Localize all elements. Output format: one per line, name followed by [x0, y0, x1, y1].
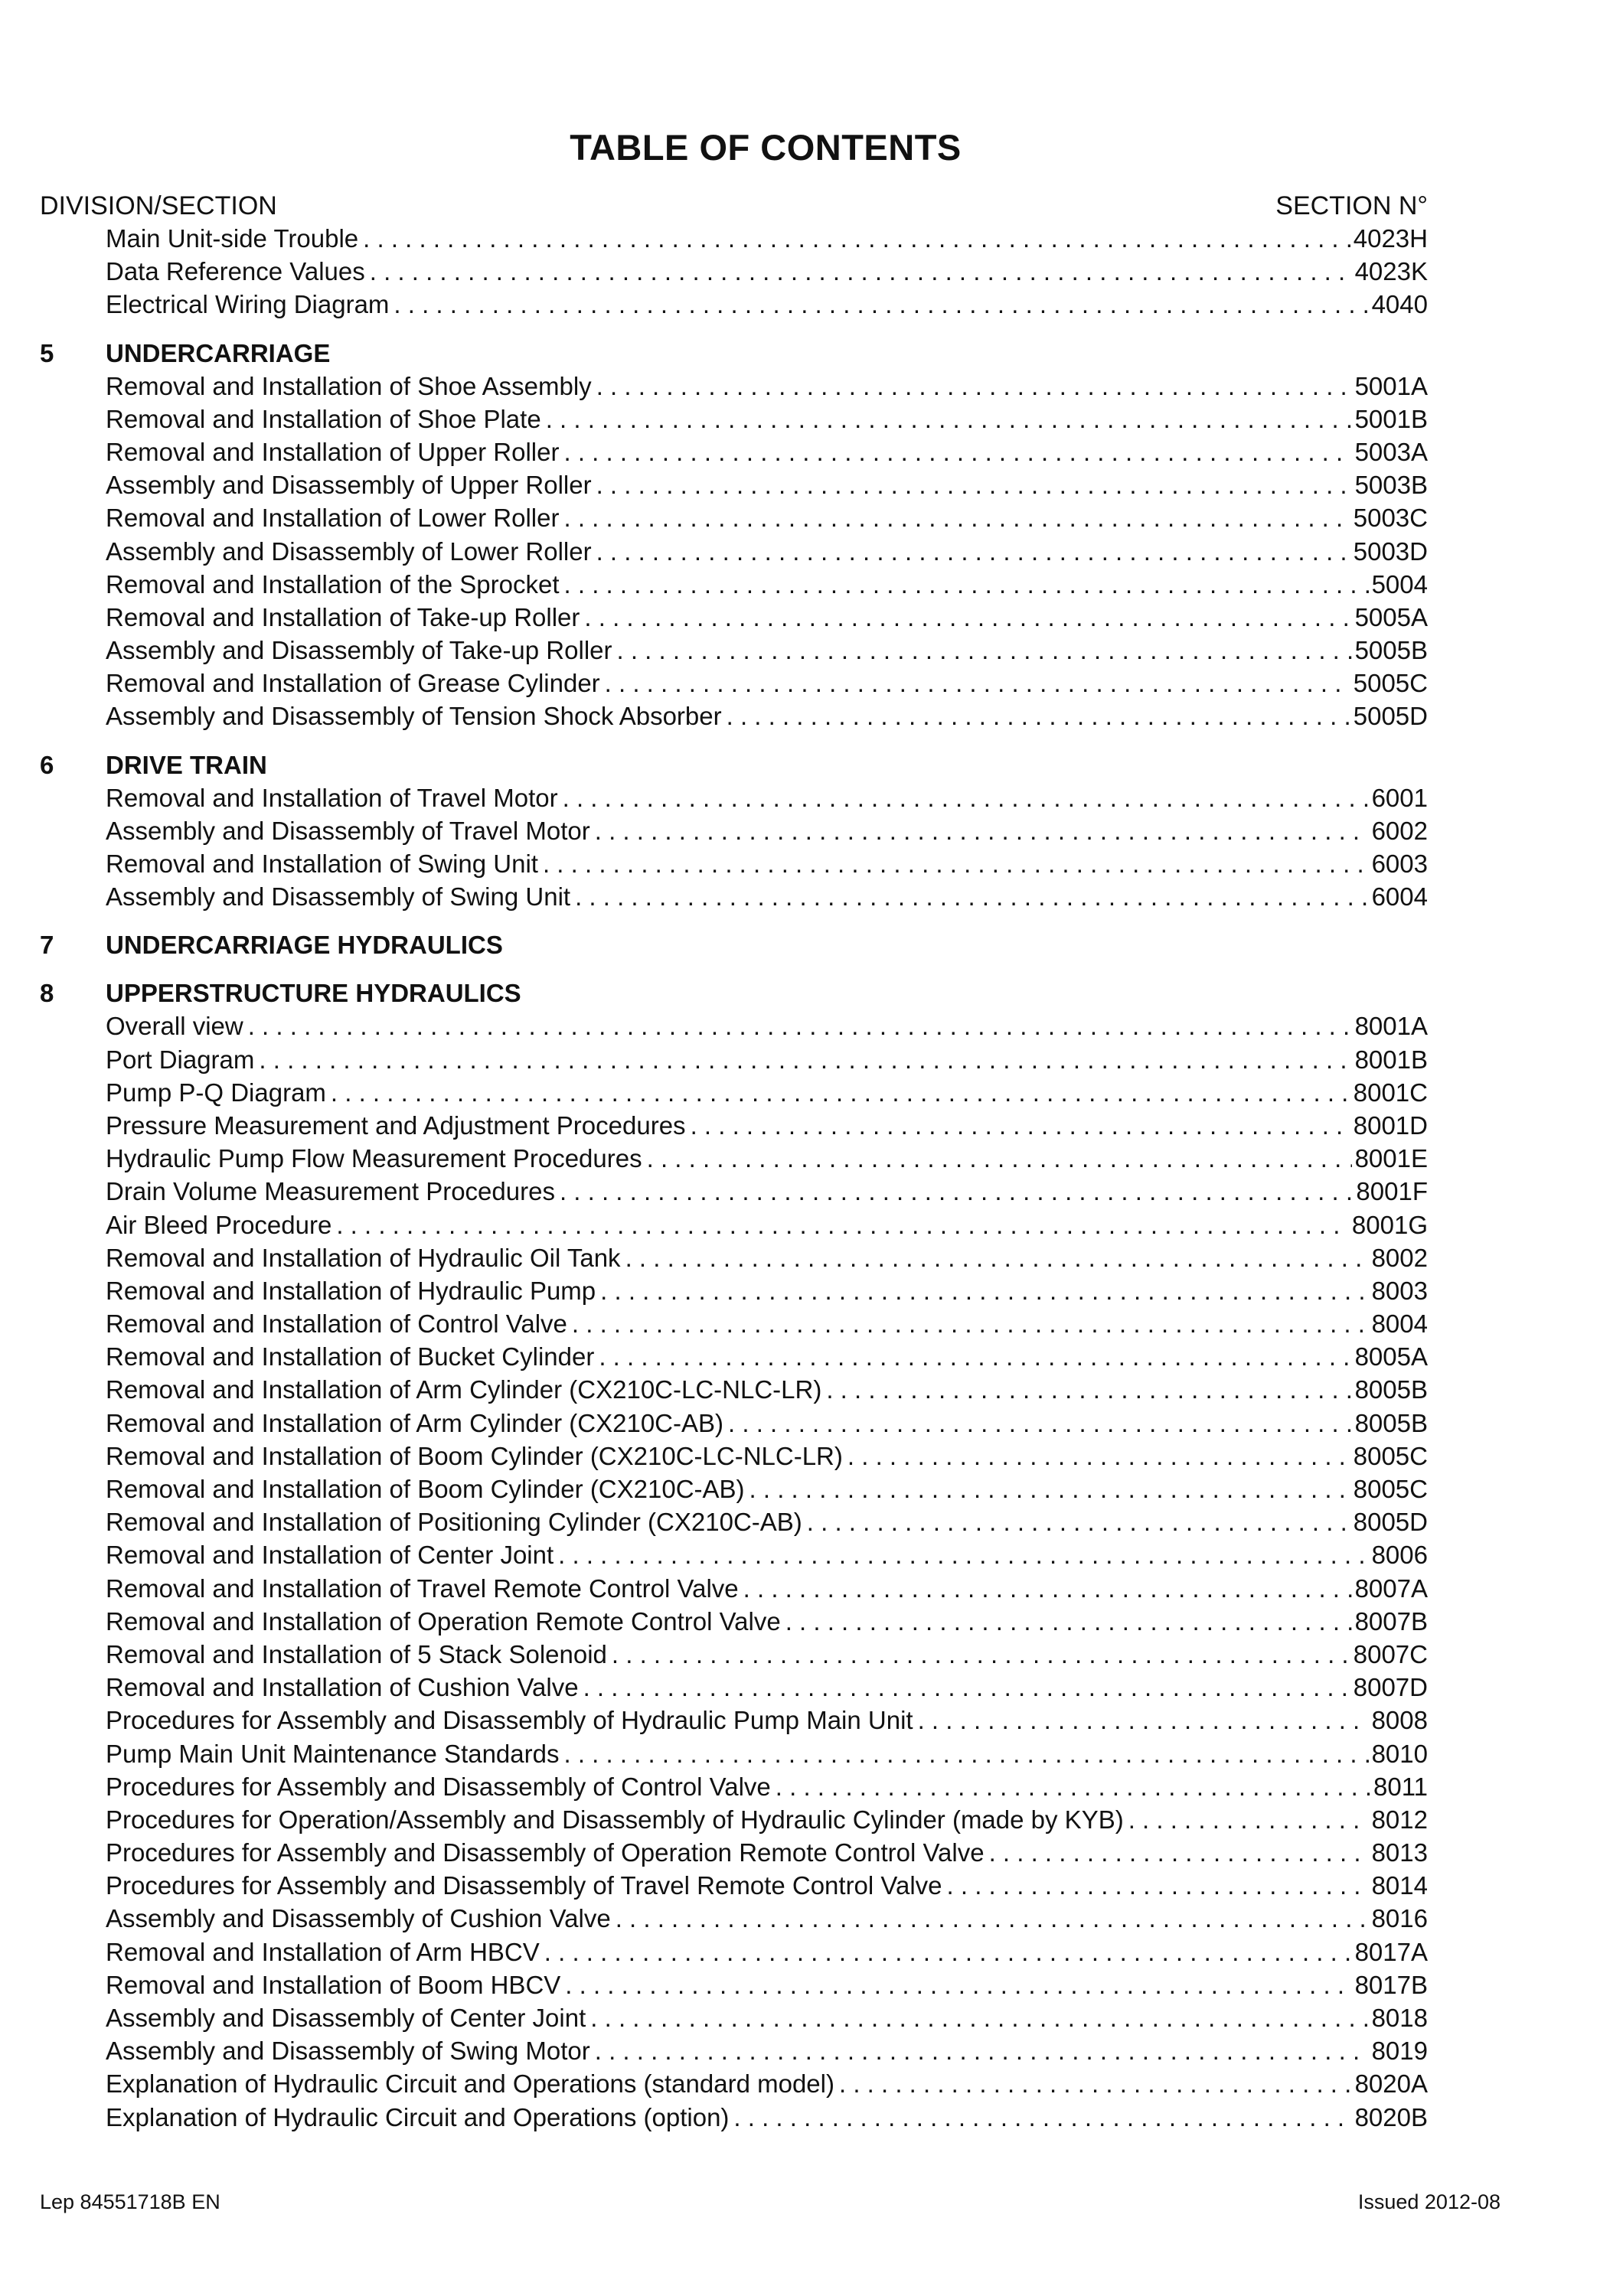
toc-entry-section-number: 8003 [1371, 1276, 1428, 1305]
dot-leader [590, 2034, 1369, 2067]
dot-leader [555, 1175, 1353, 1208]
toc-entry[interactable] [106, 1605, 1428, 1638]
dot-leader [579, 1671, 1350, 1704]
toc-entry[interactable] [106, 1076, 1428, 1109]
dot-leader [621, 1241, 1369, 1274]
issue-date: Issued 2012-08 [1357, 2190, 1501, 2213]
toc-entry-title: Air Bleed Procedure [106, 1210, 332, 1239]
toc-entry-section-number: 8013 [1371, 1838, 1428, 1867]
toc-entry-title: Procedures for Assembly and Disassembly of Travel Remote Control Valve [106, 1871, 942, 1900]
dot-leader [254, 1043, 1351, 1076]
toc-entry-section-number: 5003A [1354, 437, 1428, 466]
toc-entry-section-number: 8001G [1351, 1210, 1428, 1239]
toc-entry-section-number: 8006 [1371, 1541, 1428, 1570]
toc-entry-title: Assembly and Disassembly of Upper Roller [106, 471, 592, 500]
toc-entry[interactable] [106, 501, 1428, 534]
toc-entry[interactable] [106, 370, 1428, 403]
toc-entry-section-number: 6002 [1371, 816, 1428, 845]
dot-leader [592, 468, 1352, 501]
toc-entry[interactable] [106, 1538, 1428, 1571]
toc-entry-section-number: 6001 [1371, 783, 1428, 812]
toc-entry-section-number: 4023H [1353, 224, 1428, 253]
toc-entry[interactable] [106, 222, 1428, 255]
dot-leader [592, 535, 1350, 568]
dot-leader [913, 1704, 1369, 1737]
toc-entry-section-number: 8017A [1354, 1937, 1428, 1966]
dot-leader [560, 568, 1369, 601]
toc-entry-title: Data Reference Values [106, 257, 365, 286]
dot-leader [802, 1505, 1350, 1538]
toc-entry-section-number: 5004 [1371, 569, 1428, 598]
toc-entry[interactable] [106, 2067, 1428, 2100]
dot-leader [722, 700, 1350, 732]
toc-entry-section-number: 5005C [1353, 669, 1428, 698]
toc-entry-title: Port Diagram [106, 1045, 255, 1074]
toc-entry-section-number: 8005B [1354, 1375, 1428, 1404]
dot-leader [560, 1737, 1369, 1770]
toc-entry-section-number: 8005A [1354, 1342, 1428, 1371]
toc-entry-title: Removal and Installation of Center Joint [106, 1541, 554, 1570]
toc-entry-section-number: 4040 [1371, 290, 1428, 319]
toc-entry[interactable] [106, 288, 1428, 321]
toc-entry[interactable] [106, 255, 1428, 288]
toc-entry[interactable] [106, 1373, 1428, 1406]
toc-entry[interactable] [106, 781, 1428, 814]
toc-entry-section-number: 8005C [1353, 1441, 1428, 1470]
toc-entry-section-number: 6004 [1371, 882, 1428, 912]
toc-entry-section-number: 4023K [1354, 257, 1428, 286]
toc-entry-section-number: 8007D [1353, 1673, 1428, 1702]
toc-entry-title: Main Unit-side Trouble [106, 224, 359, 253]
dot-leader [781, 1605, 1352, 1638]
toc-entry[interactable] [106, 1274, 1428, 1307]
toc-entry-section-number: 8007A [1354, 1574, 1428, 1603]
toc-entry[interactable] [106, 1473, 1428, 1505]
toc-entry-title: Removal and Installation of Control Valve [106, 1309, 567, 1339]
dot-leader [331, 1208, 1349, 1241]
toc-entry-section-number: 8001E [1354, 1144, 1428, 1173]
toc-entry-section-number: 8016 [1371, 1904, 1428, 1933]
toc-entry-title: Pressure Measurement and Adjustment Procedures [106, 1110, 686, 1140]
dot-leader [554, 1538, 1368, 1571]
toc-entry-title: Assembly and Disassembly of Cushion Valve [106, 1904, 611, 1933]
toc-entry[interactable] [106, 468, 1428, 501]
toc-entry-title: Removal and Installation of Boom Cylinder (CX210C-AB) [106, 1475, 745, 1503]
toc-entry-section-number: 8010 [1371, 1739, 1428, 1768]
toc-entry[interactable] [106, 1671, 1428, 1704]
toc-entry-section-number: 8020B [1354, 2102, 1428, 2131]
toc-entry[interactable] [106, 1208, 1428, 1241]
toc-entry-section-number: 8002 [1371, 1243, 1428, 1272]
toc-entry-title: Removal and Installation of Boom HBCV [106, 1970, 561, 1999]
toc-entry-title: Pump P-Q Diagram [106, 1078, 326, 1107]
dot-leader [586, 2001, 1368, 2034]
dot-leader [1124, 1803, 1369, 1836]
toc-entry-title: Removal and Installation of Upper Roller [106, 437, 560, 466]
toc-entry-title: Explanation of Hydraulic Circuit and Operations (option) [106, 2102, 730, 2131]
toc-entry-section-number: 8018 [1371, 2004, 1428, 2032]
toc-entry[interactable] [106, 634, 1428, 667]
toc-entry[interactable] [106, 1043, 1428, 1076]
toc-entry-title: Assembly and Disassembly of Center Joint [106, 2004, 586, 2032]
toc-entry[interactable] [106, 1869, 1428, 1902]
toc-entry-title: Explanation of Hydraulic Circuit and Operations (standard model) [106, 2069, 834, 2099]
dot-leader [843, 1440, 1350, 1473]
toc-entry-section-number: 8007B [1354, 1606, 1428, 1636]
toc-entry-section-number: 5005A [1354, 602, 1428, 631]
toc-entry-section-number: 8011 [1373, 1772, 1428, 1801]
toc-entry[interactable] [106, 2001, 1428, 2034]
toc-entry-title: Removal and Installation of Operation Remote Control Valve [106, 1606, 781, 1636]
dot-leader [729, 2101, 1351, 2134]
table-of-contents [40, 222, 1428, 2134]
division-title: UPPERSTRUCTURE HYDRAULICS [106, 979, 521, 1008]
toc-entry-section-number: 8001C [1353, 1078, 1428, 1107]
division-number: 5 [40, 338, 54, 367]
division-title: DRIVE TRAIN [106, 750, 267, 779]
toc-group [40, 222, 1428, 321]
toc-entry[interactable] [106, 1572, 1428, 1605]
dot-leader [686, 1109, 1350, 1142]
toc-entry-section-number: 8005B [1354, 1408, 1428, 1437]
toc-entry-section-number: 8019 [1371, 2037, 1428, 2066]
dot-leader [607, 1638, 1350, 1671]
page-title: TABLE OF CONTENTS [570, 127, 962, 168]
toc-entry[interactable] [106, 1770, 1428, 1803]
toc-entry-title: Removal and Installation of Travel Motor [106, 783, 558, 812]
dot-leader [559, 501, 1350, 534]
toc-entry-section-number: 5001B [1354, 404, 1428, 433]
toc-entry-title: Drain Volume Measurement Procedures [106, 1177, 555, 1206]
toc-entry-section-number: 5003C [1353, 504, 1428, 533]
dot-leader [538, 847, 1369, 880]
toc-entry-title: Removal and Installation of Boom Cylinder (CX210C-LC-NLC-LR) [106, 1441, 843, 1470]
toc-entry[interactable] [106, 1142, 1428, 1175]
dot-leader [243, 1009, 1352, 1042]
toc-entry-section-number: 8017B [1354, 1970, 1428, 1999]
toc-entry-section-number: 5003B [1354, 471, 1428, 500]
toc-entry-title: Overall view [106, 1012, 243, 1041]
dot-leader [389, 288, 1368, 321]
toc-entry[interactable] [106, 1175, 1428, 1208]
dot-leader [745, 1473, 1350, 1505]
division-title: UNDERCARRIAGE HYDRAULICS [106, 931, 503, 960]
division-number: 7 [40, 931, 54, 960]
toc-entry-section-number: 8005C [1353, 1475, 1428, 1503]
toc-entry-title: Procedures for Operation/Assembly and Disassembly of Hydraulic Cylinder (made by KYB) [106, 1805, 1124, 1834]
toc-entry[interactable] [106, 535, 1428, 568]
toc-group [40, 338, 1428, 733]
dot-leader [612, 634, 1352, 667]
dot-leader [567, 1307, 1369, 1340]
toc-entry-title: Procedures for Assembly and Disassembly of Operation Remote Control Valve [106, 1838, 985, 1867]
toc-entry-title: Assembly and Disassembly of Lower Roller [106, 536, 592, 566]
division-number: 6 [40, 750, 54, 779]
toc-entry[interactable] [106, 1968, 1428, 2001]
dot-leader [985, 1836, 1369, 1869]
toc-division-heading [40, 929, 1428, 961]
toc-entry-title: Removal and Installation of Travel Remote Control Valve [106, 1574, 739, 1603]
toc-entry[interactable] [106, 700, 1428, 732]
toc-entry[interactable] [106, 1440, 1428, 1473]
toc-entry-title: Hydraulic Pump Flow Measurement Procedures [106, 1144, 642, 1173]
toc-entry-section-number: 8001D [1353, 1110, 1428, 1140]
toc-entry[interactable] [106, 403, 1428, 435]
dot-leader [580, 601, 1351, 634]
toc-entry[interactable] [106, 2101, 1428, 2134]
toc-entry-title: Assembly and Disassembly of Travel Motor [106, 816, 590, 845]
toc-entry-title: Removal and Installation of Cushion Valve [106, 1673, 579, 1702]
toc-entry-section-number: 5001A [1354, 371, 1428, 400]
section-number-header: SECTION N° [1275, 191, 1428, 220]
toc-entry[interactable] [106, 814, 1428, 847]
toc-entry[interactable] [106, 568, 1428, 601]
toc-entry-title: Removal and Installation of the Sprocket [106, 569, 560, 598]
toc-entry[interactable] [106, 1936, 1428, 1968]
dot-leader [600, 667, 1350, 700]
toc-entry-title: Assembly and Disassembly of Swing Unit [106, 882, 571, 912]
toc-entry[interactable] [106, 1704, 1428, 1737]
dot-leader [540, 1936, 1352, 1968]
toc-entry-title: Removal and Installation of 5 Stack Solenoid [106, 1639, 607, 1668]
toc-entry-title: Removal and Installation of Swing Unit [106, 850, 538, 878]
toc-division-heading [40, 977, 1428, 1009]
dot-leader [642, 1142, 1352, 1175]
toc-entry-title: Removal and Installation of Shoe Assembly [106, 371, 592, 400]
toc-entry-title: Removal and Installation of Grease Cylinder [106, 669, 600, 698]
toc-entry-section-number: 8005D [1353, 1508, 1428, 1537]
toc-entry[interactable] [106, 1241, 1428, 1274]
toc-entry[interactable] [106, 1407, 1428, 1440]
toc-entry-section-number: 8007C [1353, 1639, 1428, 1668]
dot-leader [834, 2067, 1352, 2100]
toc-entry-title: Removal and Installation of Shoe Plate [106, 404, 541, 433]
toc-entry[interactable] [106, 1902, 1428, 1935]
toc-entry[interactable] [106, 847, 1428, 880]
toc-entry-section-number: 8020A [1354, 2069, 1428, 2099]
toc-entry-section-number: 5005B [1354, 636, 1428, 665]
document-reference: Lep 84551718B EN [40, 2190, 220, 2213]
toc-entry-title: Removal and Installation of Arm Cylinder (CX210C-AB) [106, 1408, 724, 1437]
toc-entry-section-number: 8001B [1354, 1045, 1428, 1074]
toc-entry-section-number: 5005D [1353, 702, 1428, 731]
toc-entry-title: Procedures for Assembly and Disassembly of Control Valve [106, 1772, 771, 1801]
dot-leader [570, 880, 1369, 913]
toc-entry[interactable] [106, 1737, 1428, 1770]
dot-leader [358, 222, 1350, 255]
dot-leader [560, 1968, 1351, 2001]
toc-entry-title: Assembly and Disassembly of Take-up Roller [106, 636, 612, 665]
toc-entry-section-number: 8004 [1371, 1309, 1428, 1339]
dot-leader [821, 1373, 1351, 1406]
toc-entry-section-number: 8014 [1371, 1871, 1428, 1900]
toc-entry[interactable] [106, 1307, 1428, 1340]
toc-group [40, 749, 1428, 914]
toc-entry[interactable] [106, 1505, 1428, 1538]
toc-entry-section-number: 6003 [1371, 850, 1428, 878]
toc-entry[interactable] [106, 1009, 1428, 1042]
division-section-header: DIVISION/SECTION [40, 191, 277, 220]
dot-leader [611, 1902, 1369, 1935]
toc-entry[interactable] [106, 1340, 1428, 1373]
toc-entry-title: Removal and Installation of Arm HBCV [106, 1937, 540, 1966]
toc-entry-title: Removal and Installation of Arm Cylinder (CX210C-LC-NLC-LR) [106, 1375, 822, 1404]
dot-leader [594, 1340, 1351, 1373]
dot-leader [771, 1770, 1370, 1803]
toc-entry-title: Removal and Installation of Lower Roller [106, 504, 560, 533]
dot-leader [365, 255, 1352, 288]
dot-leader [541, 403, 1352, 435]
toc-entry-title: Procedures for Assembly and Disassembly of Hydraulic Pump Main Unit [106, 1706, 913, 1735]
dot-leader [558, 781, 1369, 814]
toc-entry[interactable] [106, 880, 1428, 913]
toc-entry-title: Removal and Installation of Bucket Cylinder [106, 1342, 595, 1371]
toc-entry[interactable] [106, 1803, 1428, 1836]
toc-entry-title: Assembly and Disassembly of Swing Motor [106, 2037, 590, 2066]
toc-entry[interactable] [106, 601, 1428, 634]
toc-division-heading [40, 338, 1428, 370]
toc-entry[interactable] [106, 1638, 1428, 1671]
toc-entry[interactable] [106, 2034, 1428, 2067]
toc-entry-title: Pump Main Unit Maintenance Standards [106, 1739, 560, 1768]
dot-leader [590, 814, 1369, 847]
dot-leader [592, 370, 1352, 403]
toc-entry-title: Removal and Installation of Hydraulic Oil Tank [106, 1243, 621, 1272]
toc-entry-section-number: 8001F [1356, 1177, 1428, 1206]
dot-leader [739, 1572, 1352, 1605]
toc-entry[interactable] [106, 667, 1428, 700]
toc-entry-title: Removal and Installation of Positioning Cylinder (CX210C-AB) [106, 1508, 802, 1537]
dot-leader [326, 1076, 1350, 1109]
toc-division-heading [40, 749, 1428, 781]
toc-entry[interactable] [106, 1836, 1428, 1869]
dot-leader [559, 435, 1351, 468]
toc-entry-section-number: 8012 [1371, 1805, 1428, 1834]
toc-entry-section-number: 8001A [1354, 1012, 1428, 1041]
toc-entry-section-number: 8008 [1371, 1706, 1428, 1735]
toc-group [40, 929, 1428, 961]
toc-entry-title: Electrical Wiring Diagram [106, 290, 390, 319]
division-number: 8 [40, 979, 54, 1008]
toc-group [40, 977, 1428, 2133]
toc-entry-section-number: 5003D [1353, 536, 1428, 566]
dot-leader [942, 1869, 1369, 1902]
toc-entry-title: Removal and Installation of Hydraulic Pump [106, 1276, 596, 1305]
toc-entry-title: Removal and Installation of Take-up Roller [106, 602, 580, 631]
toc-entry-title: Assembly and Disassembly of Tension Shock Absorber [106, 702, 722, 731]
dot-leader [723, 1407, 1352, 1440]
toc-entry[interactable] [106, 435, 1428, 468]
toc-entry[interactable] [106, 1109, 1428, 1142]
division-title: UNDERCARRIAGE [106, 338, 331, 367]
dot-leader [596, 1274, 1368, 1307]
